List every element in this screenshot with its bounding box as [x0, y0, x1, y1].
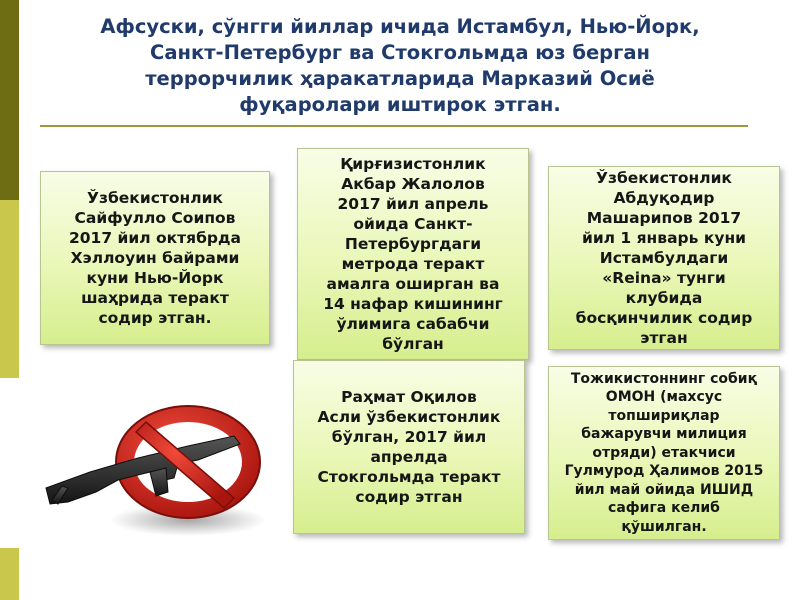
card-text: Тожикистоннинг собиқ ОМОН (махсус топшириқлар бажарувчи милиция отряди) етакчиси Гулмурод Ҳалимов 2015 йил май ойида ИШИД сафига келиб қўшилган.	[564, 370, 764, 535]
slide-title: Афсуски, сўнгги йиллар ичида Истамбул, Нью-Йорк, Санкт-Петербург ва Стокгольмда юз берган террорчилик ҳаракатларида Марказий Осиё фуқаролари иштирок этган.	[100, 15, 700, 116]
card-text: Қирғизистонлик Акбар Жалолов 2017 йил апрель ойида Санкт- Петербургдаги метрода теракт амалга оширган ва 14 нафар кишининг ўлимига сабабчи бўлган	[323, 155, 503, 353]
sidebar-decoration	[0, 0, 19, 600]
card-saifullo-saipov	[40, 171, 270, 345]
no-gun-sign-icon	[38, 380, 278, 540]
card-akbar-jalolov	[297, 148, 529, 360]
card-abdukodir-masharipov	[548, 166, 780, 350]
card-gulmurod-halimov	[548, 366, 780, 540]
card-text: Раҳмат Оқилов Асли ўзбекистонлик бўлган, 2017 йил апрелда Стокгольмда теракт содир этган	[317, 388, 501, 506]
card-rahmat-okilov	[293, 360, 525, 534]
card-text: Ўзбекистонлик Сайфулло Соипов 2017 йил октябрда Хэллоуин байрами куни Нью-Йорк шаҳрида теракт содир этган.	[68, 189, 241, 327]
card-text: Ўзбекистонлик Абдуқодир Машарипов 2017 йил 1 январь куни Истамбулдаги «Reina» тунги клубида босқинчилик содир этган	[575, 169, 753, 347]
title-underline	[40, 125, 748, 127]
